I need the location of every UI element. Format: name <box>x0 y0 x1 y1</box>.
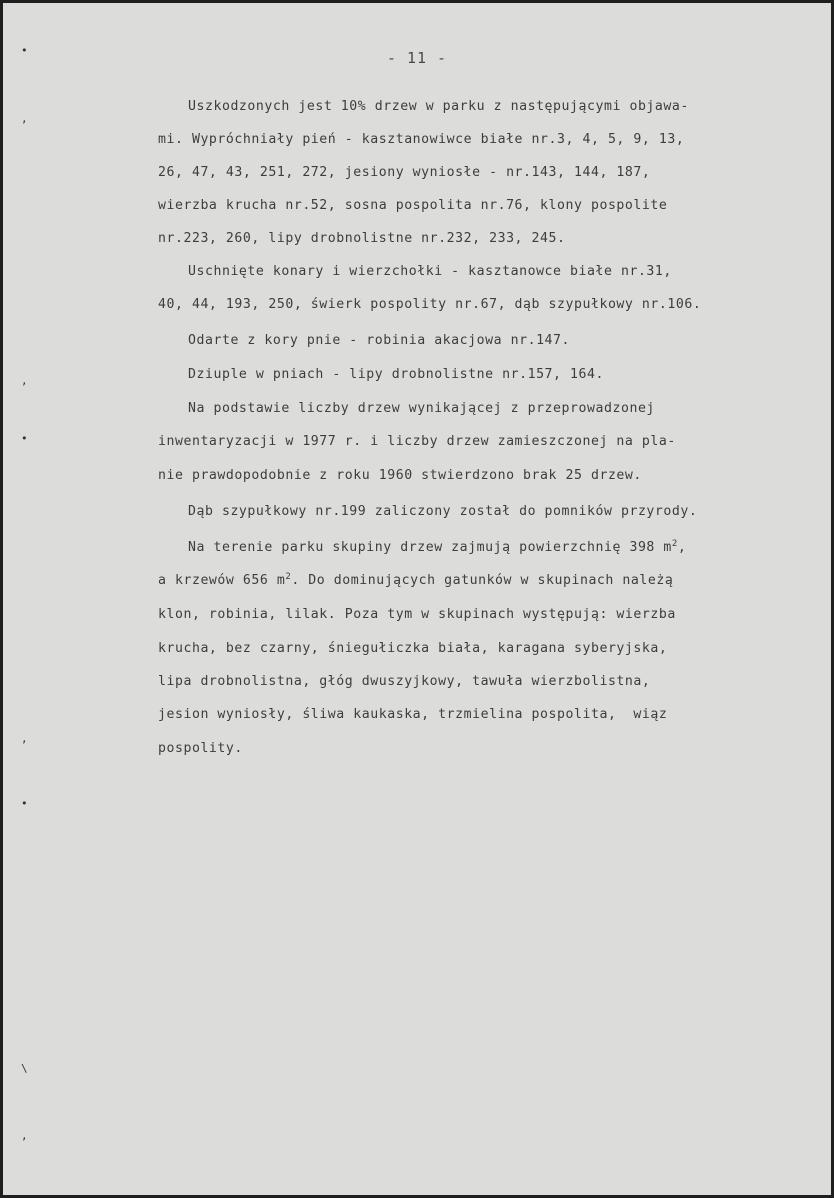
text-segment: Na terenie parku skupiny drzew zajmują powierzchnię 398 m <box>188 540 672 555</box>
text-line: jesion wyniosły, śliwa kaukaska, trzmielina pospolita, wiąz <box>158 707 668 722</box>
binding-hole-mark: • <box>21 432 28 445</box>
page-number: - 11 - <box>386 49 448 67</box>
binding-hole-mark: \ <box>21 1062 28 1075</box>
text-line: Uschnięte konary i wierzchołki - kasztanowce białe nr.31, <box>188 264 672 279</box>
superscript: 2 <box>285 572 292 582</box>
text-line: mi. Wypróchniały pień - kasztanowiwce białe nr.3, 4, 5, 9, 13, <box>158 132 685 147</box>
text-line: 26, 47, 43, 251, 272, jesiony wyniosłe - nr.143, 144, 187, <box>158 165 651 180</box>
text-line <box>188 540 686 555</box>
superscript: 2 <box>671 539 678 549</box>
text-line: 40, 44, 193, 250, świerk pospolity nr.67, dąb szypułkowy nr.106. <box>158 297 702 312</box>
text-line: krucha, bez czarny, śniegułiczka biała, karagana syberyjska, <box>158 641 668 656</box>
text-line: pospolity. <box>158 741 243 756</box>
binding-hole-mark: , <box>21 374 28 387</box>
text-line: Dąb szypułkowy nr.199 zaliczony został do pomników przyrody. <box>188 504 698 519</box>
text-line: inwentaryzacji w 1977 r. i liczby drzew zamieszczonej na pla- <box>158 434 676 449</box>
binding-hole-mark: , <box>21 732 28 745</box>
text-line: wierzba krucha nr.52, sosna pospolita nr.76, klony pospolite <box>158 198 668 213</box>
text-line: Uszkodzonych jest 10% drzew w parku z następującymi objawa- <box>188 99 689 114</box>
binding-hole-mark: • <box>21 797 28 810</box>
text-line <box>158 573 673 588</box>
binding-hole-mark: • <box>21 44 28 57</box>
text-segment: . Do dominujących gatunków w skupinach należą <box>291 573 674 588</box>
text-segment: , <box>677 540 687 555</box>
text-line: nie prawdopodobnie z roku 1960 stwierdzono brak 25 drzew. <box>158 468 642 483</box>
text-line: klon, robinia, lilak. Poza tym w skupinach występują: wierzba <box>158 607 676 622</box>
document-page <box>3 3 831 1195</box>
binding-hole-mark: , <box>21 112 28 125</box>
binding-hole-mark: , <box>21 1129 28 1142</box>
text-line: lipa drobnolistna, głóg dwuszyjkowy, tawuła wierzbolistna, <box>158 674 651 689</box>
text-line: Dziuple w pniach - lipy drobnolistne nr.157, 164. <box>188 367 604 382</box>
text-line: nr.223, 260, lipy drobnolistne nr.232, 233, 245. <box>158 231 566 246</box>
text-line: Na podstawie liczby drzew wynikającej z przeprowadzonej <box>188 401 655 416</box>
text-segment: a krzewów 656 m <box>158 573 286 588</box>
text-line: Odarte z kory pnie - robinia akacjowa nr.147. <box>188 333 571 348</box>
